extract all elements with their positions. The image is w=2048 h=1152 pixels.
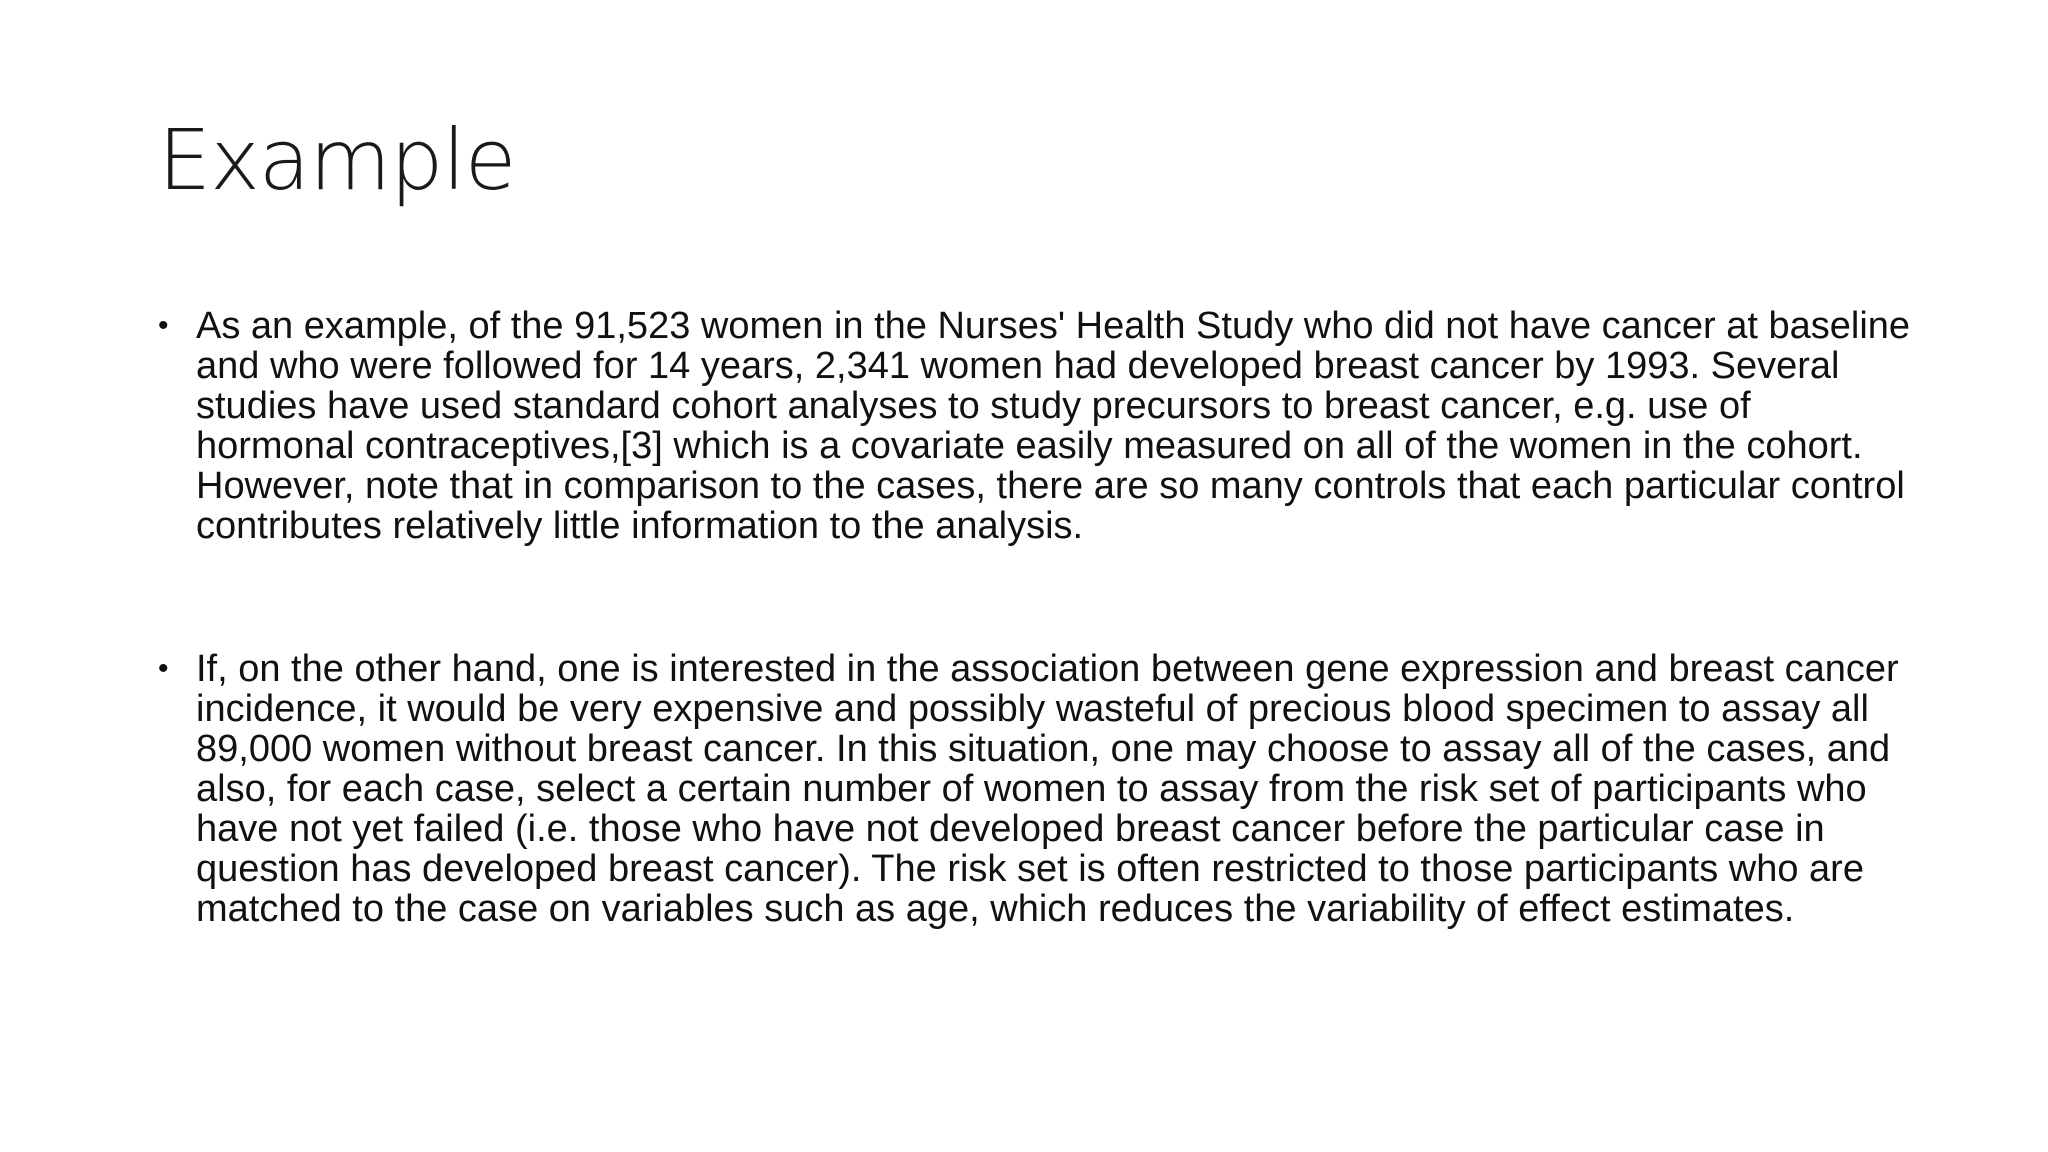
slide-title: Example [158, 111, 516, 209]
bullet-item [158, 306, 1918, 546]
bullet-marker-icon: • [158, 652, 169, 685]
bullet-text: If, on the other hand, one is interested in the association between gene expression and breast cancer incidence, it would be very expensive and possibly wasteful of precious blood specimen to assay all 89,000 women without breast cancer. In this situation, one may choose to assay all of the cases, and also, for each case, select a certain number of women to assay from the risk set of participants who have not yet failed (i.e. those who have not developed breast cancer before the particular case in question has developed breast cancer). The risk set is often restricted to those participants who are matched to the case on variables such as age, which reduces the variability of effect estimates. [196, 648, 1899, 930]
bullet-marker-icon: • [158, 309, 169, 342]
bullet-item [158, 649, 1918, 929]
bullet-list [158, 306, 1918, 929]
bullet-text: As an example, of the 91,523 women in the Nurses' Health Study who did not have cancer at baseline and who were followed for 14 years, 2,341 women had developed breast cancer by 1993. Several studies have used standard cohort analyses to study precursors to breast cancer, e.g. use of hormonal contraceptives,[3] which is a covariate easily measured on all of the women in the cohort. However, note that in comparison to the cases, there are so many controls that each particular control contributes relatively little information to the analysis. [196, 305, 1911, 547]
